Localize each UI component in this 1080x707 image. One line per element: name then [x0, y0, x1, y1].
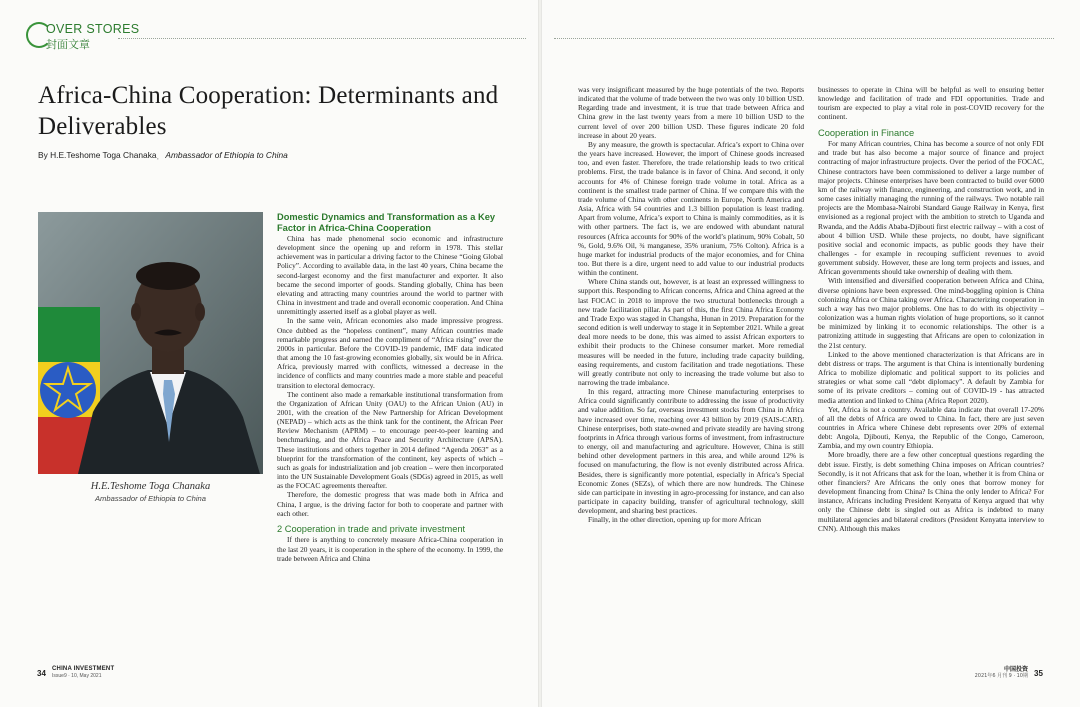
paragraph: Finally, in the other direction, opening up for more African — [588, 515, 762, 525]
section-mark — [26, 22, 140, 56]
photo-caption-role: Ambassador of Ethiopia to China — [94, 494, 207, 503]
portrait-illustration — [38, 212, 263, 474]
page-number-left: 34 — [37, 669, 46, 678]
page-number-right: 35 — [1034, 669, 1043, 678]
paragraph: For many African countries, China has become a source of not only FDI and trade but has also become a major source of finance and project contracting of major infrastructure projects. Over the period of the FOCAC, Chinese contractors have been commissioned to deliver a large number of major projects. Chinese enterprises have been contracted to build over 6000 km of the railway with finance, engineering, and construction work, and in some cases initially managing the running of the railways. Two notable rail projects are the Mombasa-Nairobi Standard Gauge Railway in Kenya, first envisioned as a regional project with the ambition to stretch to Uganda and Rwanda, and the Addis Ababa-Djibouti first electric railway – with a cost of about 4 billion USD. While these projects, no doubt, have significant positive social and economic impacts, as public goods they have their challenges - for example in recouping sufficient revenues to avoid government subsidy. However, these are long term projects and issues, and African governments should take ownership of dealing with them. — [818, 139, 1044, 277]
footer-issue-cn: 2021年6 月刊 9 · 10期 — [974, 673, 1028, 679]
paragraph: China has made phenomenal socio economic and infrastructure development since the opening up and reform in 1978. This stellar achievement was in particular a driving factor to the Chinese “Going Global Policy”. According to available data, in the last 40 years, China became the second-largest economy and the first manufacturer and exporter. It also became the second importer of goods. Standing globally, China has been elevating and attracting many countries around the world to partner with China in investment and trade and overall economic cooperation. And China unremittingly asserted itself as a global player as well. — [277, 234, 503, 317]
section-label-cn: 封面文章 — [46, 38, 90, 51]
paragraph: In the same vein, African economies also made impressive progress. Once dubbed as the “hopeless continent”, many African countries made remarkable progress and earned the compliment of “Africa rising” over the 2000s in particular. Before the COVID-19 pandemic, IMF data indicated that among the 10 fast-growing economies globally, six would be in Africa. Africa, previously marred with conflicts, witnessed a decrease in the incidence of conflicts and many countries made a more stable and peaceful transition to electoral democracy. — [277, 316, 503, 390]
subhead-domestic-dynamics: Domestic Dynamics and Transformation as a Key Factor in Africa-China Cooperation — [277, 212, 496, 233]
paragraph: businesses to operate in China will be helpful as well to ensuring better knowledge and facilitation of trade and FDI opportunities. Trade and tourism are expected to play a vital role in post-COVID recovery for the continent. — [818, 85, 1044, 122]
footer-left — [52, 666, 114, 680]
footer-issue: Issue9 · 10, May 2021 — [52, 673, 102, 679]
ambassador-photo — [38, 212, 263, 474]
paragraph: In this regard, attracting more Chinese manufacturing enterprises to Africa could significantly contribute to addressing the issue of productivity and value addition. So far, overseas investment stocks from China in Africa have increased over time, reaching over 43 billion by 2019 (SAIS-CARI). Chinese enterprises, both state-owned and private steadily are having strong footprints in Africa through various forms of investment, from infrastructure to energy, oil and manufacturing and agriculture. However, China is still behind other development partners in this area, and while around 12% is focused on manufacturing, the flow is not evenly distributed across Africa. Besides, there is significantly more potential, especially in Africa’s Special Economic Zones (SEZs), of which there are now hundreds. The Chinese side can participate in investing in agro-processing for instance, and can also participate in capacity building, transfer of agricultural technology, skill development, and sharing best practices. — [578, 387, 804, 516]
paragraph: More broadly, there are a few other conceptual questions regarding the debt issue. Firstly, is debt something China imposes on African countries? Secondly, is it not Africans that ask for the loan, whether it is from China or other financiers? Are Africans the only ones that borrow money for development financing from China? Is China the only lender to Africa? For instance, Africans including President Kenyatta of Kenya argued that why only the Chinese debt is singled out as Africa is indebted to many multilateral agencies and bilateral creditors (President Kenyatta interview to CNN). Although this makes — [818, 450, 1044, 533]
subhead-trade-investment: 2 Cooperation in trade and private investment — [277, 523, 466, 534]
footer-brand: CHINA INVESTMENT — [52, 666, 115, 672]
paragraph: Yet, Africa is not a country. Available data indicate that overall 17-20% of all the debts of Africa are owed to China. In fact, there are just seven countries in Africa where Chinese debt represents over 20% of external debt: Angola, Djibouti, Kenya, the Republic of the Congo, Cameroon, Zambia, and my own country Ethiopia. — [818, 404, 1044, 451]
section-label: OVER STORES — [46, 22, 140, 36]
footer-right — [960, 666, 1028, 680]
author-name: By H.E.Teshome Toga Chanakaˌ — [38, 150, 160, 160]
paragraph: Where China stands out, however, is at least an expressed willingness to support this. Responding to African concerns, Africa and China agreed at the last FOCAC in 2018 to improve the two structural bottlenecks through a new trade facilitation pillar. As part of this, the first China Africa Economy and Trade Expo was staged in Changsha, Hunan in 2019. Preparation for the second edition is well underway to stage it in September 2021. While a great deal more needs to be done, this was aimed to assist African exporters to exhibit their products to the Chinese consumer market. More remedial measures will be needed in the future, including trade capacity building, easing requirements, and custom facilitation and trade negotiations. These will greatly contribute not only to increasing the trade volume but also to narrowing the trade imbalance. — [578, 277, 804, 387]
author-role: Ambassador of Ethiopia to China — [165, 150, 288, 160]
paragraph: The continent also made a remarkable institutional transformation from the Organization of African Unity (OAU) to the African Union (AU) in 2001, with the creation of the New Partnership for African Development (NEPAD) – which acts as the think tank for the continent, the African Peer Review Mechanism (APRM) – to encourage peer-to-peer learning and benchmarking, and the Africa Peace and Security Architecture (APSA). These institutions and others together in 2014 defined “Agenda 2063” as a blueprint for the transformation of the continent, key aspects of which – such as goals for industrialization and job creation – were then incorporated into the UN Sustainable Development Goals (SDGs) agreed in 2015, as well as the FOCAC agreements thereafter. — [277, 389, 503, 491]
header-rule-right — [554, 38, 1054, 39]
page-gutter — [538, 0, 542, 707]
paragraph: If there is anything to concretely measure Africa-China cooperation in the last 20 years, it is cooperation in the sphere of the economy. In 1999, the trade between Africa and China — [277, 535, 503, 563]
header-rule-left — [118, 38, 526, 39]
photo-caption-name: H.E.Teshome Toga Chanaka — [90, 481, 211, 492]
text-column-1 — [277, 212, 503, 657]
paragraph: Linked to the above mentioned characterization is that Africans are in debt distress or traps. The argument is that China is intentionally burdening Africa to mobilize diplomatic and political support to its policies and strategies or what some call “debt diplomacy”. A default by Zambia for some of its private creditors – coming out of COVID-19 - has attracted media attention and linked to China (Africa Report 2020). — [818, 349, 1044, 405]
paragraph: Therefore, the domestic progress that was made both in Africa and China, I argue, is the driving factor for both to cooperate and partner with each other. — [277, 490, 503, 518]
text-column-2 — [578, 85, 804, 672]
article-title: Africa-China Cooperation: Determinants and Deliverables — [38, 82, 499, 140]
paragraph: By any measure, the growth is spectacular. Africa’s export to China over the years have increased. However, the import of Chinese goods increased too, and even faster. Therefore, the trade relationship leads to two critical problems. First, the trade balance is in favor of China. And second, it only accounts for 4% of Chinese foreign trade volume in total. Africa as a continent is the smallest trade partner of China. If we compare this with the trade volume of China with other continents in Europe, North America and Asia, Africa with 54 countries and 1.3 billion population is least trading. Apart from volume, Africa’s export to China is mainly commodities, as it is with other partners. The fact is, we are endowed with abundant natural resources (Africa accounts for 90% of the world’s platinum, 90% Cobalt, 50 %, Gold, 9.6% Oil, ¾ manganese, 35% uranium, 75% Colton). Africa is a huge market for industrial products of the major economies, and for China too. But there is a dire, urgent need to add value to our industrial products within the continent. — [578, 139, 804, 278]
byline — [38, 150, 518, 160]
paragraph: With intensified and diversified cooperation between Africa and China, diverse opinions have been expressed. One mind-boggling opinion is China colonizing Africa or China taking over Africa. Characterizing cooperation in such a way has two major problems. One has to do with its objectivity – colonization was a human rights violation of huge proportions, so it cannot be minimized by linking it to economic relationships. The other is a patronizing attitude in suggesting that Africans are open to colonization in the 21st century. — [818, 276, 1044, 350]
text-column-3 — [818, 85, 1044, 672]
subhead-cooperation-finance: Cooperation in Finance — [818, 127, 915, 138]
paragraph: was very insignificant measured by the huge potentials of the two. Reports indicated that the volume of trade between the two was only 10 billion USD. Regarding trade and investment, it is true that trade between Africa and China grew in the last twenty years from a mere 10 billion USD to the current level of over 200 billion USD. These figures indicate 20 fold increase in about 20 years. — [578, 85, 804, 140]
footer-brand-cn: 中国投资 — [1003, 666, 1028, 673]
